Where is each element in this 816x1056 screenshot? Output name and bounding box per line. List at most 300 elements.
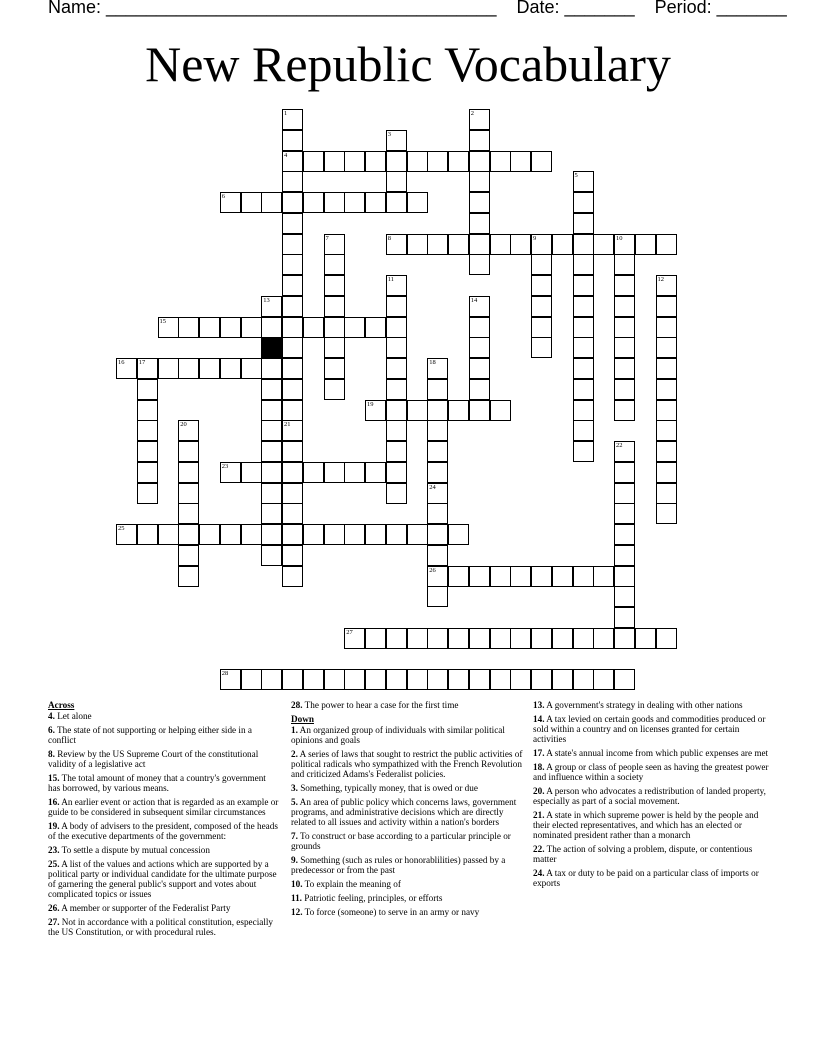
grid-cell[interactable] [573,628,594,649]
clue-number: 21. [533,810,545,820]
grid-cell[interactable] [614,524,635,545]
clue-number-label: 22 [616,442,623,449]
grid-cell[interactable] [469,337,490,358]
grid-cell[interactable] [282,669,303,690]
grid-cell[interactable] [552,566,573,587]
date-line[interactable]: _______ [564,0,635,17]
grid-cell[interactable] [531,254,552,275]
grid-cell[interactable] [490,400,511,421]
grid-cell[interactable] [531,628,552,649]
grid-cell[interactable] [324,151,345,172]
grid-cell[interactable] [469,213,490,234]
grid-cell[interactable] [656,317,677,338]
grid-cell[interactable] [261,462,282,483]
grid-cell[interactable] [614,337,635,358]
grid-cell[interactable] [303,151,324,172]
grid-cell[interactable] [261,545,282,566]
clue-item [48,711,280,721]
grid-cell[interactable] [614,503,635,524]
grid-cell[interactable] [531,337,552,358]
grid-cell[interactable] [178,317,199,338]
grid-cell[interactable] [469,400,490,421]
grid-cell[interactable] [241,669,262,690]
grid-cell[interactable] [199,358,220,379]
grid-cell[interactable] [282,234,303,255]
grid-cell[interactable] [241,192,262,213]
clue-item [291,893,527,903]
grid-cell[interactable] [531,296,552,317]
grid-cell[interactable] [386,420,407,441]
grid-cell[interactable] [324,296,345,317]
grid-cell[interactable] [303,669,324,690]
grid-cell[interactable] [448,400,469,421]
grid-cell[interactable] [365,151,386,172]
grid-cell[interactable] [199,317,220,338]
grid-cell[interactable] [614,275,635,296]
grid-cell[interactable] [303,317,324,338]
grid-cell[interactable] [614,669,635,690]
grid-cell[interactable] [573,669,594,690]
grid-cell[interactable] [573,254,594,275]
grid-cell[interactable] [178,545,199,566]
grid-cell[interactable] [469,254,490,275]
clue-text: The power to hear a case for the first time [302,700,459,710]
grid-cell[interactable] [427,420,448,441]
grid-cell[interactable] [407,524,428,545]
grid-cell[interactable] [407,192,428,213]
grid-cell[interactable] [282,503,303,524]
grid-cell[interactable] [427,441,448,462]
grid-cell[interactable] [427,628,448,649]
clue-list-down-1 [291,725,527,917]
clue-text: The action of solving a problem, dispute, or contentious matter [533,844,753,864]
grid-cell[interactable] [282,171,303,192]
grid-cell[interactable] [220,317,241,338]
grid-cell[interactable] [656,296,677,317]
grid-cell[interactable] [490,566,511,587]
clue-text: Something (such as rules or honorablilities) passed by a predecessor or from the past [291,855,506,875]
grid-cell[interactable] [324,379,345,400]
grid-cell[interactable] [282,545,303,566]
grid-cell[interactable] [261,317,282,338]
grid-cell[interactable] [448,151,469,172]
clue-number: 16. [48,797,60,807]
clue-item [48,797,280,817]
grid-cell[interactable] [635,234,656,255]
clue-number: 11. [291,893,302,903]
grid-cell[interactable] [261,669,282,690]
grid-cell[interactable] [573,234,594,255]
grid-cell[interactable] [137,379,158,400]
grid-cell[interactable] [282,441,303,462]
grid-cell[interactable] [427,462,448,483]
grid-cell[interactable] [614,566,635,587]
grid-cell[interactable] [386,462,407,483]
clue-list-down-2 [533,700,769,888]
grid-cell[interactable] [324,462,345,483]
clue-text: The total amount of money that a country's government has borrowed, by various means. [48,773,266,793]
grid-cell[interactable] [448,669,469,690]
grid-cell[interactable] [552,669,573,690]
grid-cell[interactable] [386,483,407,504]
grid-cell[interactable] [178,524,199,545]
grid-cell[interactable] [324,275,345,296]
grid-cell[interactable] [303,524,324,545]
grid-cell[interactable] [241,462,262,483]
grid-cell[interactable] [573,296,594,317]
grid-cell[interactable] [386,358,407,379]
grid-cell[interactable] [137,462,158,483]
grid-cell[interactable] [448,234,469,255]
grid-cell[interactable] [510,566,531,587]
grid-cell[interactable] [282,337,303,358]
grid-cell[interactable] [614,296,635,317]
clue-column-2 [291,700,527,921]
grid-cell[interactable] [656,337,677,358]
grid-cell[interactable] [614,628,635,649]
grid-cell[interactable] [614,483,635,504]
grid-cell[interactable] [282,462,303,483]
grid-cell[interactable] [656,379,677,400]
clue-item [291,725,527,745]
grid-cell[interactable] [178,462,199,483]
grid-cell[interactable] [656,234,677,255]
grid-cell[interactable] [282,254,303,275]
clue-number-label: 12 [657,276,664,283]
grid-cell[interactable] [282,275,303,296]
clue-number: 28. [291,700,303,710]
grid-cell[interactable] [656,420,677,441]
grid-cell[interactable] [158,524,179,545]
grid-cell[interactable] [614,400,635,421]
clue-number-label: 5 [574,172,578,180]
grid-cell[interactable] [469,628,490,649]
grid-cell[interactable] [324,669,345,690]
grid-cell[interactable] [178,503,199,524]
grid-cell[interactable] [635,628,656,649]
clue-item [533,748,769,758]
grid-cell[interactable] [531,151,552,172]
grid-cell[interactable] [365,192,386,213]
grid-cell[interactable] [573,337,594,358]
grid-cell[interactable] [469,130,490,151]
grid-cell[interactable] [220,358,241,379]
grid-cell[interactable] [178,483,199,504]
grid-cell[interactable] [490,628,511,649]
clue-number: 18. [533,762,545,772]
grid-cell[interactable] [303,192,324,213]
grid-cell[interactable] [469,317,490,338]
grid-cell[interactable] [573,192,594,213]
grid-cell[interactable] [365,462,386,483]
grid-cell[interactable] [137,420,158,441]
grid-cell[interactable] [282,566,303,587]
name-line[interactable]: _______________________________________ [106,0,497,17]
grid-cell[interactable] [324,524,345,545]
clue-item [48,859,280,899]
grid-cell[interactable] [386,192,407,213]
grid-cell[interactable] [510,669,531,690]
clue-item [291,749,527,779]
black-cell [261,337,282,358]
grid-cell[interactable] [427,151,448,172]
grid-cell[interactable] [614,379,635,400]
grid-cell[interactable] [261,400,282,421]
grid-cell[interactable] [282,524,303,545]
grid-cell[interactable] [386,628,407,649]
clue-text: Review by the US Supreme Court of the constitutional validity of a legislative act [48,749,259,769]
grid-cell[interactable] [448,628,469,649]
grid-cell[interactable] [282,213,303,234]
clue-text: To construct or base according to a particular principle or grounds [291,831,511,851]
grid-cell[interactable] [427,586,448,607]
grid-cell[interactable] [386,151,407,172]
grid-cell[interactable] [573,358,594,379]
clue-number-label: 15 [159,317,166,325]
grid-cell[interactable] [137,400,158,421]
clue-item [533,786,769,806]
grid-cell[interactable] [386,441,407,462]
grid-cell[interactable] [490,234,511,255]
grid-cell[interactable] [510,234,531,255]
grid-cell[interactable] [427,669,448,690]
grid-cell[interactable] [324,254,345,275]
grid-cell[interactable] [531,566,552,587]
grid-cell[interactable] [324,337,345,358]
grid-cell[interactable] [241,317,262,338]
grid-cell[interactable] [656,503,677,524]
grid-cell[interactable] [614,317,635,338]
grid-cell[interactable] [469,151,490,172]
grid-cell[interactable] [282,483,303,504]
grid-cell[interactable] [469,234,490,255]
grid-cell[interactable] [199,524,220,545]
grid-cell[interactable] [407,400,428,421]
clue-item [291,700,527,710]
grid-cell[interactable] [324,358,345,379]
clue-number-label: 3 [387,130,391,138]
clue-item [48,903,280,913]
grid-cell[interactable] [407,151,428,172]
grid-cell[interactable] [386,400,407,421]
grid-cell[interactable] [282,192,303,213]
clue-number-label: 21 [284,421,291,429]
clue-item [48,821,280,841]
grid-cell[interactable] [282,358,303,379]
clue-number-label: 23 [221,462,229,470]
grid-cell[interactable] [282,400,303,421]
grid-cell[interactable] [324,192,345,213]
grid-cell[interactable] [261,524,282,545]
clue-list-across-2 [291,700,527,710]
clue-text: A person who advocates a redistribution of landed property, especially as part of a social movement. [533,786,766,806]
grid-cell[interactable] [344,317,365,338]
grid-cell[interactable] [365,317,386,338]
clue-number-label: 9 [533,234,537,242]
clue-text: To explain the meaning of [302,879,401,889]
grid-cell[interactable] [178,358,199,379]
grid-cell[interactable] [656,441,677,462]
grid-cell[interactable] [344,462,365,483]
grid-cell[interactable] [241,358,262,379]
date-label: Date: [516,0,560,17]
clue-item [291,907,527,917]
grid-cell[interactable] [178,566,199,587]
grid-cell[interactable] [427,545,448,566]
grid-cell[interactable] [573,213,594,234]
clue-item [48,773,280,793]
clue-number: 9. [291,855,298,865]
clue-text: A series of laws that sought to restrict the public activities of political radicals who sympathized with the French Revolution and criticized Adams's Federalist policies. [291,749,523,779]
grid-cell[interactable] [573,400,594,421]
grid-cell[interactable] [448,566,469,587]
grid-cell[interactable] [614,254,635,275]
clue-number: 14. [533,714,545,724]
grid-cell[interactable] [407,234,428,255]
grid-cell[interactable] [614,607,635,628]
clue-item [291,879,527,889]
grid-cell[interactable] [137,524,158,545]
grid-cell[interactable] [386,296,407,317]
grid-cell[interactable] [593,566,614,587]
grid-cell[interactable] [427,400,448,421]
grid-cell[interactable] [386,317,407,338]
grid-cell[interactable] [593,628,614,649]
grid-cell[interactable] [614,462,635,483]
grid-cell[interactable] [344,524,365,545]
grid-cell[interactable] [573,275,594,296]
grid-cell[interactable] [282,130,303,151]
grid-cell[interactable] [573,566,594,587]
grid-cell[interactable] [220,524,241,545]
clue-number-label: 26 [429,566,436,574]
grid-cell[interactable] [656,358,677,379]
grid-cell[interactable] [656,462,677,483]
clue-number-label: 19 [367,400,374,408]
clue-text: A group or class of people seen as having the greatest power and influence within a society [533,762,769,782]
grid-cell[interactable] [573,420,594,441]
clue-number-label: 6 [221,193,225,200]
grid-cell[interactable] [531,669,552,690]
grid-cell[interactable] [552,234,573,255]
grid-cell[interactable] [469,192,490,213]
grid-cell[interactable] [407,628,428,649]
period-label: Period: [654,0,712,17]
grid-cell[interactable] [469,358,490,379]
grid-cell[interactable] [365,669,386,690]
grid-cell[interactable] [282,317,303,338]
grid-cell[interactable] [344,151,365,172]
clue-number: 6. [48,725,55,735]
grid-cell[interactable] [282,296,303,317]
period-line[interactable]: _______ [716,0,787,17]
page-title: New Republic Vocabulary [145,36,671,92]
grid-cell[interactable] [261,192,282,213]
clue-text: A government's strategy in dealing with other nations [544,700,743,710]
grid-cell[interactable] [261,420,282,441]
grid-cell[interactable] [490,669,511,690]
grid-cell[interactable] [386,524,407,545]
grid-cell[interactable] [490,151,511,172]
grid-cell[interactable] [158,358,179,379]
grid-cell[interactable] [261,379,282,400]
grid-cell[interactable] [448,524,469,545]
clue-item [48,917,280,937]
grid-cell[interactable] [427,524,448,545]
grid-cell[interactable] [344,669,365,690]
grid-cell[interactable] [427,503,448,524]
grid-cell[interactable] [573,379,594,400]
grid-cell[interactable] [386,669,407,690]
grid-cell[interactable] [469,171,490,192]
clue-text: An earlier event or action that is regarded as an example or guide to be considered in subsequent similar circumstances [48,797,279,817]
grid-cell[interactable] [137,483,158,504]
grid-cell[interactable] [427,234,448,255]
grid-cell[interactable] [365,628,386,649]
grid-cell[interactable] [178,441,199,462]
grid-cell[interactable] [593,669,614,690]
grid-cell[interactable] [531,275,552,296]
grid-cell[interactable] [593,234,614,255]
grid-cell[interactable] [407,669,428,690]
grid-cell[interactable] [614,586,635,607]
grid-cell[interactable] [261,483,282,504]
grid-cell[interactable] [344,192,365,213]
clue-number: 5. [291,797,298,807]
clue-text: Patriotic feeling, principles, or efforts [301,893,443,903]
clue-number-label: 24 [429,483,436,491]
grid-cell[interactable] [261,503,282,524]
clue-item [291,855,527,875]
grid-cell[interactable] [469,566,490,587]
clue-number-label: 1 [284,110,288,117]
grid-cell[interactable] [386,171,407,192]
clue-number: 10. [291,879,303,889]
grid-cell[interactable] [241,524,262,545]
grid-cell[interactable] [137,441,158,462]
grid-cell[interactable] [656,483,677,504]
grid-cell[interactable] [261,441,282,462]
clue-text: To force (someone) to serve in an army or navy [302,907,480,917]
grid-cell[interactable] [656,400,677,421]
grid-cell[interactable] [469,379,490,400]
clue-number: 8. [48,749,55,759]
grid-cell[interactable] [573,441,594,462]
grid-cell[interactable] [614,358,635,379]
grid-cell[interactable] [282,379,303,400]
clue-item [48,749,280,769]
grid-cell[interactable] [324,317,345,338]
grid-cell[interactable] [427,379,448,400]
grid-cell[interactable] [552,628,573,649]
grid-cell[interactable] [510,628,531,649]
grid-cell[interactable] [303,462,324,483]
grid-cell[interactable] [386,379,407,400]
grid-cell[interactable] [656,628,677,649]
clue-item [291,783,527,793]
grid-cell[interactable] [614,545,635,566]
clue-number: 25. [48,859,60,869]
clue-number: 22. [533,844,545,854]
grid-cell[interactable] [510,151,531,172]
grid-cell[interactable] [573,317,594,338]
grid-cell[interactable] [469,669,490,690]
grid-cell[interactable] [386,337,407,358]
grid-cell[interactable] [531,317,552,338]
grid-cell[interactable] [365,524,386,545]
clue-column-3 [533,700,769,892]
grid-cell[interactable] [261,358,282,379]
